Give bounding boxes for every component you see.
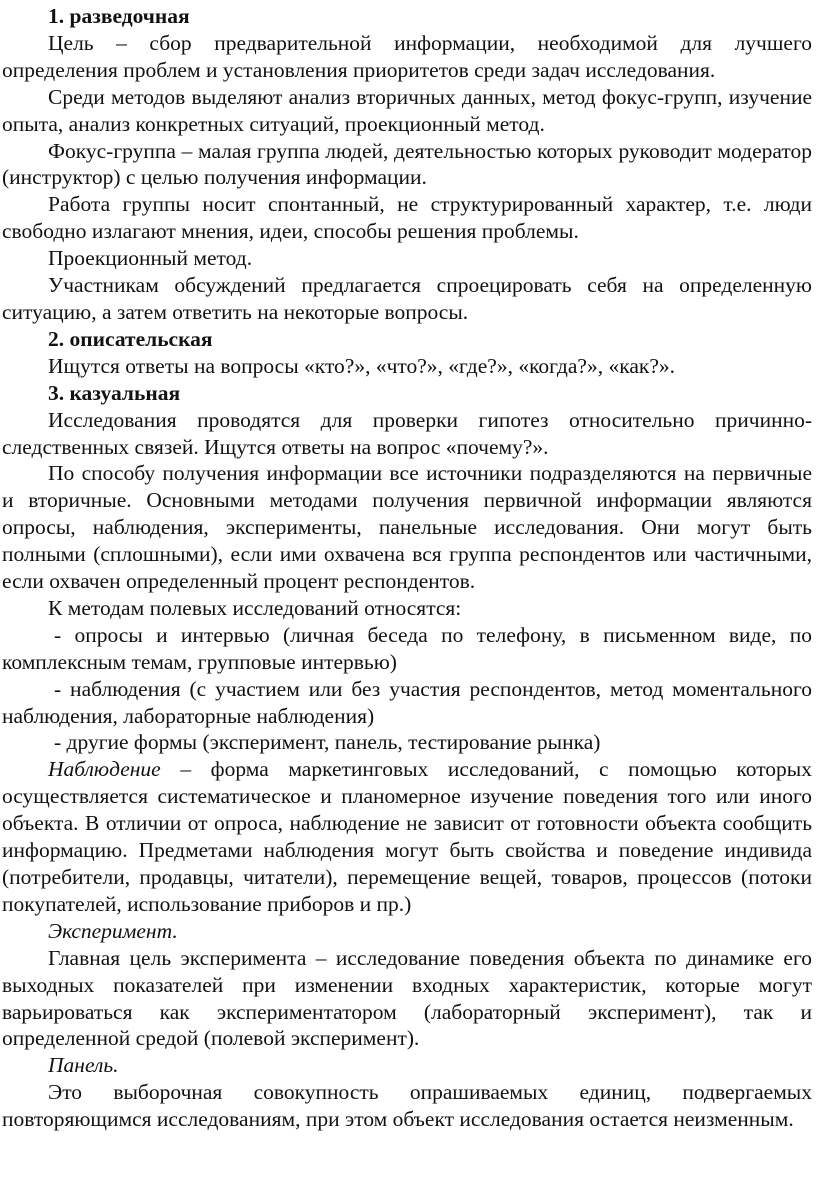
paragraph-group-work: Работа группы носит спонтанный, не структурированный характер, т.е. люди свободно излагают мнения, идеи, способы решения проблемы.	[2, 192, 812, 244]
paragraph-panel: Это выборочная совокупность опрашиваемых единиц, подвергаемых повторяющимся исследованиям, при этом объект исследования остается неизменным.	[2, 1080, 812, 1132]
paragraph-participants: Участникам обсуждений предлагается спроецировать себя на определенную ситуацию, а затем ответить на некоторые вопросы.	[2, 273, 812, 324]
subheading-panel: Панель.	[48, 1053, 119, 1078]
term-observation: Наблюдение	[48, 757, 161, 782]
paragraph-observation-text: – форма маркетинговых исследований, с помощью которых осуществляется систематическое и планомерное изучение поведения того или иного объекта. В отличии от опроса, наблюдение не зависит от готовности объекта сообщить информацию. Предметами наблюдения могут быть свойства и поведение индивида (потребители, продавцы, читатели), перемещение вещей, товаров, процессов (потоки покупателей, использование приборов и пр.)	[2, 757, 812, 916]
paragraph-hypotheses: Исследования проводятся для проверки гипотез относительно причинно-следственных связей. Ищутся ответы на вопрос «почему?».	[2, 407, 812, 459]
section-heading-exploratory: 1. разведочная	[48, 4, 190, 28]
paragraph-methods: Среди методов выделяют анализ вторичных данных, метод фокус-групп, изучение опыта, анализ конкретных ситуаций, проекционный метод.	[2, 84, 812, 136]
paragraph-projective-method: Проекционный метод.	[48, 246, 253, 271]
paragraph-experiment: Главная цель эксперимента – исследование поведения объекта по динамике его выходных показателей при изменении входных характеристик, которые могут варьироваться как экспериментатором (лабораторный эксперимент), так и определенной средой (полевой эксперимент).	[2, 945, 812, 1051]
list-item-observations: - наблюдения (с участием или без участия респондентов, метод моментального наблюдения, лабораторные наблюдения)	[2, 676, 812, 728]
paragraph-questions: Ищутся ответы на вопросы «кто?», «что?», «где?», «когда?», «как?».	[48, 353, 675, 378]
paragraph-field-methods: К методам полевых исследований относятся:	[48, 595, 462, 620]
paragraph-observation	[2, 756, 812, 917]
list-item-other-forms: - другие формы (эксперимент, панель, тестирование рынка)	[54, 730, 601, 755]
paragraph-goal: Цель – сбор предварительной информации, необходимой для лучшего определения проблем и установления приоритетов среди задач исследования.	[2, 30, 812, 82]
section-heading-descriptive: 2. описательская	[48, 326, 213, 351]
paragraph-focus-group: Фокус-группа – малая группа людей, деятельностью которых руководит модератор (инструктор) с целью получения информации.	[2, 138, 812, 190]
paragraph-sources: По способу получения информации все источники подразделяются на первичные и вторичные. Основными методами получения первичной информации являются опросы, наблюдения, эксперименты, панельные исследования. Они могут быть полными (сплошными), если ими охвачена вся группа респондентов или частичными, если охвачен определенный процент респондентов.	[2, 461, 812, 594]
subheading-experiment: Эксперимент.	[48, 918, 178, 943]
section-heading-causal: 3. казуальная	[48, 380, 181, 405]
list-item-surveys: - опросы и интервью (личная беседа по телефону, в письменном виде, по комплексным темам, групповые интервью)	[2, 622, 812, 674]
